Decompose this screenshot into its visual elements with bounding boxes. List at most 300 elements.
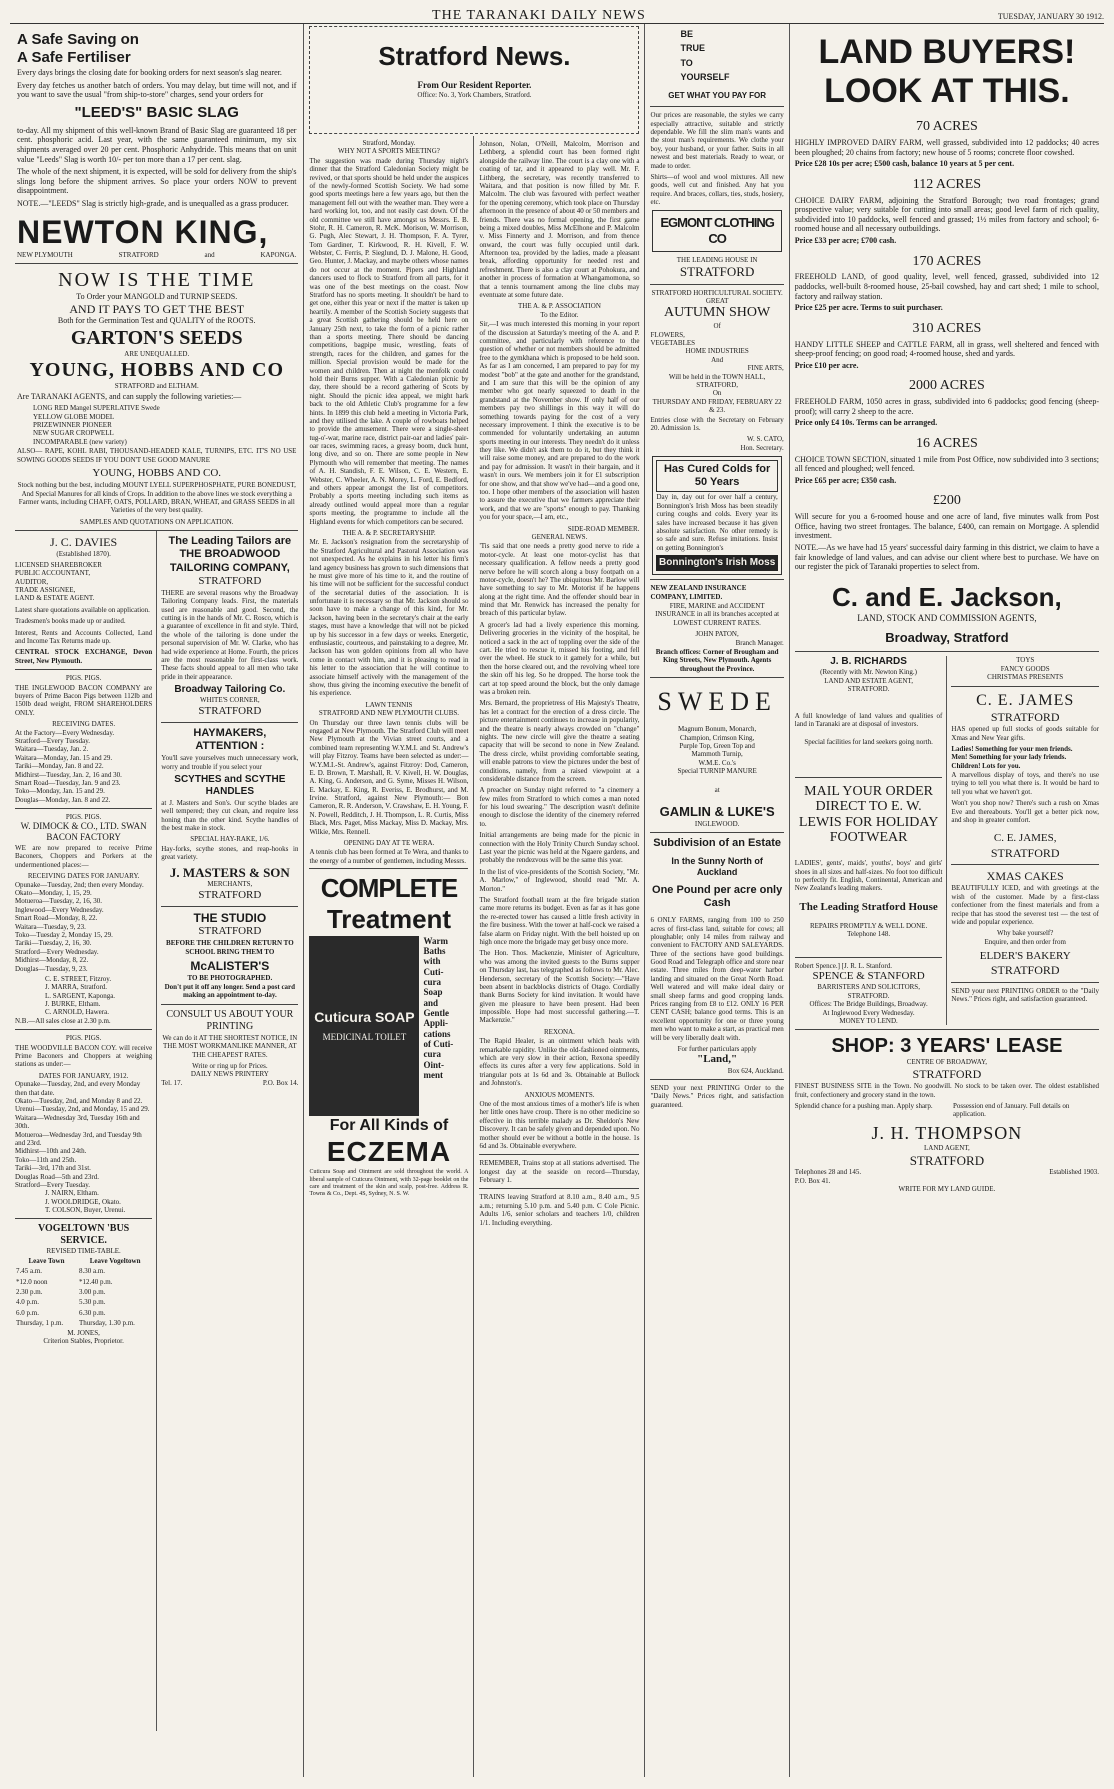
ad-company: YOUNG, HOBBS AND CO. [92, 467, 222, 479]
ad-text: On [712, 389, 722, 398]
ad-company: W. DIMOCK & CO., LTD. SWAN BACON FACTORY [20, 821, 147, 843]
swede-list [650, 725, 783, 775]
article-text: Mr. E. Jackson's resignation from the secretaryship of the Stratford Agricultural and Pastoral Association was not unexpected. As he explains in his letter his firm's land agency business has grown to such dimensions that he must give more of his time to it, and the routine of his time will not be sufficient for the successful conduct of the secretarial duties of the association. It is unfortunate it is necessary so that Mr. Jackson should so soon have to make a change of this kind, for Mr. Jackson, having been in the secretary's chair at the early stages, must have a knowledge that will not be picked up by his successor in a few days or weeks. Energetic, enthusiastic, courteous, and painstaking to a degree, Mr. Jackson has won golden opinions from all who have come in contact with him, and it is pleasing to read in his letter to the association that he will continue to associate himself actively with the management of the show, thus giving the incoming executive the benefit of his experience. [309, 538, 469, 698]
soap-box-illustration [309, 936, 419, 1116]
thompson-contact [795, 1168, 1099, 1176]
list-item: Special TURNIP MANURE [677, 767, 757, 776]
ad-company: The Leading Stratford House [799, 900, 938, 913]
ad-text: Branch Manager. [735, 638, 784, 647]
list-item: Opunake—Tuesday, 2nd, and every Monday then that date. [15, 1080, 141, 1097]
ad-text: NOTE.—"LEEDS" Slag is strictly high-grade, and is unequalled as a grass producer. [17, 198, 289, 208]
stratford-news-body [304, 136, 644, 1777]
ad-headline: GET WHAT YOU PAY FOR [668, 90, 767, 100]
ad-text: Cuti- [423, 966, 444, 977]
table-row [15, 1287, 152, 1297]
table-header: Leave Vogeltown [89, 1256, 141, 1265]
ad-text: FINEST BUSINESS SITE in the Town. No goodwill. No stock to be taken over. The oldest established fruit, confectionery and grocery stand in the town. [794, 1082, 1099, 1099]
ad-text: ARE UNEQUALLED. [124, 349, 190, 358]
ad-text: Telephone 148. [847, 930, 891, 939]
section-heading: PIGS. PIGS. [65, 674, 102, 683]
listing-price: Price £65 per acre; £350 cash. [794, 475, 897, 485]
ad-text: at J. Masters and Son's. Our scythe blades are well tempered; they cut clean, and require less honing than the other kind. Scythe handles of the best make in stock. [161, 798, 299, 833]
list-item: PRIZEWINNER PIONEER [33, 421, 112, 430]
ad-company: J. B. RICHARDS [830, 656, 907, 668]
ad-text: Broadway, Stratford [885, 629, 1009, 645]
bonnington-ad [652, 456, 781, 575]
place: STRATFORD [118, 250, 159, 259]
article-heading: THE A. & P. ASSOCIATION [518, 302, 601, 311]
ad-text: SAMPLES AND QUOTATIONS ON APPLICATION. [79, 517, 234, 526]
ad-text: THURSDAY AND FRIDAY, FEBRUARY 22 & 23. [652, 397, 782, 415]
ad-text: LAND AGENT, [924, 1144, 970, 1153]
ad-company: Broadway Tailoring Co. [174, 684, 286, 696]
listing-heading: 16 ACRES [915, 435, 978, 451]
ad-headline [650, 27, 783, 85]
dateline: Stratford, Monday. [362, 139, 416, 147]
article-text: 'Tis said that one needs a pretty good nerve to ride a motor-cycle. At least one motor-cyclist has that necessary qualification. A fellow needs a pretty good nerve before he will scorch along a busy footpath on a motor-cycle, doesn't he? The ubiquitous Mr. Barlow will have something to say to Mr. Motorist if he happens along at the right time. And the offender should bear in mind that Mr. Renwick has increased the penalty for breach of this particular bylaw. [479, 542, 640, 618]
ad-text: of Cuti- [423, 1039, 454, 1050]
ad-text: Of [713, 322, 721, 331]
section-heading: PIGS. PIGS. [65, 1034, 102, 1043]
ad-text: STRATFORD. [847, 685, 890, 694]
list-item: Douglas—Monday, Jan. 8 and 22. [15, 795, 111, 804]
place: and [204, 250, 215, 259]
article-heading: THE A. & P. SECRETARYSHIP. [342, 528, 436, 537]
table-cell: 2.30 p.m. [16, 1288, 43, 1297]
egmont-box [652, 210, 781, 251]
ad-text: STRATFORD and ELTHAM. [114, 382, 199, 391]
article-text: The Stratford football team at the fire brigade station came more returns its budget. Even as far as it has gone the re-erected tower has caused a little fresh activity in the fire business. With the tower at half-cock we raised a false alarm on Friday night. With the bell hoisted up on high once more the brigade may get busy once more. [479, 895, 640, 946]
list-item: J. WOOLDRIDGE, Okato. [45, 1197, 121, 1206]
ad-text: STRATFORD [909, 1152, 985, 1168]
issue-date: TUESDAY, JANUARY 30 1912. [997, 12, 1104, 21]
table-row [15, 1318, 152, 1328]
section-heading: PIGS. PIGS. [65, 813, 102, 822]
section-heading: RECEIVING DATES FOR JANUARY. [27, 872, 140, 881]
listing-price: Price £25 per acre. Terms to suit purchaser. [794, 303, 943, 313]
table-cell: *12.0 noon [16, 1277, 48, 1286]
ad-company: EGMONT CLOTHING CO [660, 215, 774, 247]
ad-text: Established 1903. [1049, 1168, 1099, 1177]
ad-text: STRATFORD [198, 888, 262, 901]
list-item: J. NAIRN, Eltham. [45, 1189, 99, 1198]
ad-text: REPAIRS PROMPTLY & WELL DONE. [809, 922, 928, 931]
list-item: Tariki—3rd, 17th and 31st. [15, 1164, 91, 1173]
list-item: PUBLIC ACCOUNTANT, [15, 569, 91, 578]
ad-headline: COMPLETE [320, 873, 458, 904]
column-4-lower [795, 656, 1099, 1025]
ad-headline: SWEDE [657, 687, 777, 717]
signature: SIDE-ROAD MEMBER. [567, 524, 640, 533]
ad-headline: NOW IS THE TIME [58, 269, 256, 292]
ad-text: LAND AND ESTATE AGENT, [824, 676, 913, 685]
listing-heading: 170 ACRES [912, 253, 982, 269]
list-item: LONG RED Mangel SUPERLATIVE Swede [33, 404, 160, 413]
ad-text: Both for the Germination Test and QUALITY of the ROOTS. [57, 316, 256, 326]
ad-text: Enquire, and then order from [984, 937, 1066, 946]
ad-text: THE WOODVILLE BACON COY. will receive Prime Baconers and Choppers at weighing stations as under:— [15, 1043, 153, 1069]
ad-text: STRATFORD [990, 709, 1060, 724]
ad-headline: Subdivision of an Estate [653, 836, 781, 849]
ad-text: Write or ring up for Prices. [192, 1061, 268, 1070]
table-row [15, 1297, 152, 1307]
ad-text: A marvellous display of toys, and there's no use trying to tell you what there is. It would be hard to tell you what we haven't got. [951, 771, 1099, 796]
column-4b [947, 656, 1099, 1025]
ad-text: BARRISTERS AND SOLICITORS, [817, 983, 920, 992]
ad-text: WRITE FOR MY LAND GUIDE. [898, 1185, 996, 1194]
ad-text: BE [680, 29, 693, 39]
ad-text: INGLEWOOD. [694, 819, 740, 828]
ad-text: CHRISTMAS PRESENTS [987, 673, 1064, 682]
list-item: Toko—11th and 25th. [15, 1155, 77, 1164]
ad-text: Baths [423, 945, 446, 956]
columns [10, 24, 1104, 1777]
column-1a [15, 531, 157, 1731]
ad-headline: XMAS CAKES [986, 869, 1064, 883]
list-item: L. SARGENT, Kaponga. [45, 991, 116, 1000]
ad-text: Every days brings the closing date for booking orders for next season's slag nearer. [17, 68, 282, 77]
article-heading: WHY NOT A SPORTS MEETING? [338, 147, 440, 156]
wd-agents [15, 975, 152, 1017]
list-item: FINE ARTS, [747, 364, 784, 373]
ad-text: Criterion Stables, Proprietor. [43, 1336, 124, 1345]
ad-headline: HAYMAKERS, ATTENTION : [193, 726, 267, 752]
list-item: AUDITOR, [15, 577, 49, 586]
shop-details [795, 1102, 1099, 1119]
listing-price: Price only £4 10s. Terms can be arranged. [794, 418, 938, 428]
stratford-news-banner [309, 26, 639, 134]
article-text: One of the most anxious times of a mother's life is when her little ones have croup. There is no other medicine so effective in this terrible malady as Dr. Sheldon's New Discovery. It can be safely given and depended upon. No mother should ever be without a bottle in the house. 1s 6d and 3s. Obtainable everywhere. [479, 1099, 640, 1150]
ad-cuticura [309, 868, 468, 1198]
table-row [15, 1308, 152, 1318]
ad-headline: ECZEMA [326, 1135, 452, 1167]
ad-text: Latest share quotations available on application. [15, 605, 150, 614]
ad-headline: LAND BUYERS! LOOK AT THIS. [818, 33, 1076, 111]
listing-note: NOTE.—As we have had 15 years' successful dairy farming in this district, we claim to have a fair knowledge of land values, and can advise our client where best to purchase. We have on our register the pick of Taranaki properties to select from. [794, 543, 1099, 572]
ad-text: STRATFORD [198, 574, 262, 587]
ad-text: THERE are several reasons why the Broadway Tailoring Company leads. First, the materials used are reasonable and good. Second, the cutting is in the hands of Mr. C. Rosco, which is a guarantee of excellence in fit and style. Third, the whole of the tailoring is done under the personal supervision of Mr. W. Clarke, who has had wide experience at Home. Fourth, the prices are the most reasonable for first-class work. These facts should appeal to all men who take pride in their appearance. [161, 588, 299, 681]
list-item: W.M.E. Co.'s [698, 758, 736, 767]
ad-text: STRATFORD [198, 925, 262, 938]
list-item: FLOWERS, [650, 330, 685, 339]
ad-text: Warm [423, 935, 448, 946]
section-subtitle: Office: No. 3, York Chambers, Stratford. [417, 90, 532, 99]
article-text: Johnson, Nolan, O'Neill, Malcolm, Morrison and Lethberg, a splendid court has been formed right alongside the railway line. The court is a clay one with a coating of tar, and it appeared to play well. Mr. F. Lithberg, the secretary, was recently transferred to Waitara, and that position is now filled by Mr. F. Malcolm. The club was favoured with perfect weather for the opening ceremony, which took place on Thursday afternoon in the presence of about 40 or 50 members and friends. There was no formal opening, the first game being a mixed doubles, Miss McElhone and P. Malcolm v. Miss Finnerty and J. Morrison, and from thence onward, the court was fully occupied until dark. Afternoon tea, provided by the ladies, made a pleasant break, affording opportunity for needed rest and refreshment. There is also a clay court at Pohokura, and another in process of formation at Whangamomona, so that a tennis tournament among the line clubs may eventuate at some future date. [479, 140, 640, 300]
ad-text: M. JONES, [67, 1328, 100, 1337]
list-item: LICENSED SHAREBROKER [15, 560, 102, 569]
listing-heading: 70 ACRES [915, 119, 978, 135]
list-item: Smart Road—Monday, 8, 22. [15, 914, 98, 923]
ad-company: NEWTON KING, [17, 213, 269, 250]
article-text: A grocer's lad had a lively experience this morning. Delivering groceries in the vicinity of the hospital, he noticed a sack in the act of toppling over the side of the cart. He tried to rescue it, missed his footing, and fell over the wheel. He stuck to it gamely for a while, but then the horse cleared out, and the revolving wheel tore the skin off his leg. So he dropped. The horse took the cart at top speed around the block, but the only damage was a broken rein. [479, 620, 640, 696]
article-text: Mrs. Bernard, the proprietress of His Majesty's Theatre, has let a contract for the erection of a dress circle. The picture entertainment continues to increase in popularity, and the theatre is nearly always crowded on "change" nights. The new circle will give the theatre a seating capacity that will be second to none in New Zealand. The dress circle, whilst providing comfortable seating, will enable patrons to view the pictures under the best of conditions, namely, from a raised viewpoint at a considerable distance from the screen. [479, 699, 640, 783]
ad-text: Hay-forks, scythe stones, and reap-hooks in great variety. [161, 844, 299, 862]
ad-headline: AUTUMN SHOW [664, 305, 771, 321]
ad-headline: The Leading Tailors are THE BROADWOOD TAILORING COMPANY, [168, 535, 292, 574]
list-item: Toko—Tuesday 2, Monday 15, 29. [15, 930, 113, 939]
ad-company: J. C. DAVIES [50, 535, 118, 550]
ad-text: THE INGLEWOOD BACON COMPANY are buyers of Prime Bacon Pigs between 112lb and 150lb dead weight, FROM SHAREHOLDERS ONLY. [15, 683, 153, 717]
ad-headline: SHOP: 3 YEARS' LEASE [831, 1035, 1063, 1058]
soap-label: Cuticura SOAP [314, 1008, 415, 1025]
ad-text: TO [680, 57, 693, 68]
ad-text: YOURSELF [680, 72, 730, 83]
ad-headline: CONSULT US ABOUT YOUR PRINTING [166, 1008, 294, 1032]
ad-text: W. S. CATO, [747, 435, 784, 444]
ad-text: LAND, STOCK AND COMMISSION AGENTS, [857, 612, 1037, 623]
table-cell: 7.45 a.m. [16, 1267, 43, 1276]
article-text: The Rapid Healer, is an ointment which heals with remarkable rapidity. Unlike the old-fashioned ointments, which are very slow in their action, Rexona speedily effects its cures after a very few applications. Sold in triangular pots at 1s 6d and 3s. Obtainable at Bullock and Johnston's. [479, 1037, 640, 1088]
ad-text: P.O. Box 41. [794, 1176, 831, 1185]
ad-text: Oint- [423, 1059, 444, 1070]
list-item: And [711, 355, 724, 364]
column-4a [795, 656, 948, 1025]
ad-text: Offices: The Bridge Buildings, Broadway. [809, 1000, 928, 1009]
ad-text: and [423, 997, 438, 1008]
list-item: Tariki—Tuesday, 2, 16, 30. [15, 939, 92, 948]
list-item: Motueroa—Tuesday, 2, 16, 30. [15, 897, 102, 906]
list-item: Waitara—Tuesday, 9, 23. [15, 922, 86, 931]
ad-basic-slag [15, 27, 298, 264]
list-item: Inglewood—Every Wednesday. [15, 905, 104, 914]
ad-text: GREAT [705, 297, 729, 306]
ad-text: Telephones 28 and 145. [794, 1168, 862, 1177]
listing-heading: 310 ACRES [912, 320, 982, 336]
ad-text: MONEY TO LEND. [839, 1016, 898, 1025]
ad-text: For further particulars apply [677, 1045, 757, 1053]
ad-text: cura [423, 976, 441, 987]
ad-text: MERCHANTS, [207, 880, 253, 889]
ad-side-text [423, 936, 453, 1116]
ad-headline: Has Cured Colds for 50 Years [656, 460, 777, 492]
ad-text: Cuticura Soap and Ointment are sold throughout the world. A liberal sample of Cuticura Ointment, with 32-page booklet on the care and treatment of the skin and scalp, post-free. Address R. Towns & Co., Dept. 4S, Sydney, N. S. W. [309, 1169, 469, 1197]
list-item: Douglas Road—5th and 23rd. [15, 1172, 99, 1181]
list-item: Stratford—Every Tuesday. [15, 736, 90, 745]
masthead [10, 4, 1104, 24]
ad-headline: In the Sunny North of Auckland [671, 856, 763, 877]
list-item: Midhirst—Tuesday, Jan. 2, 16 and 30. [15, 770, 122, 779]
ad-product: Bonnington's Irish Moss [656, 555, 777, 571]
ad-text: Appli- [423, 1018, 448, 1029]
show-list [650, 331, 783, 373]
listing-text: CHOICE DAIRY FARM, adjoining the Stratford Borough; two road frontages; grand prospective value; very suitable for cutting into small areas; good level farm of rich quality, subdivided into 10 paddocks, well fenced and grassed; 1½ miles from factory and school; 6-roomed house and all necessary outbuildings. [794, 195, 1099, 234]
listing-heading: 112 ACRES [912, 176, 982, 192]
listing-text: FREEHOLD FARM, 1050 acres in grass, subdivided into 6 paddocks; good fencing (sheep-proof); will carry 2 sheep to the acre. [794, 397, 1099, 416]
table-cell: 6.30 p.m. [79, 1308, 106, 1317]
section-heading: DATES FOR JANUARY, 1912. [38, 1071, 129, 1080]
ad-text: We can do it AT THE SHORTEST NOTICE, IN THE MOST WORKMANLIKE MANNER, AT THE CHEAPEST RATES. [162, 1033, 298, 1059]
table-cell: 6.0 p.m. [16, 1308, 39, 1317]
column-2 [304, 24, 645, 1777]
ad-text: Day in, day out for over half a century, Bonnington's Irish Moss has been steadily curing coughs and colds. Every year its sales have increased because it has given absolute satisfaction. No other remedy is so safe and sure. Refuse imitations. Insist on getting Bonnington's [656, 493, 778, 552]
list-item: Midhirst—Monday, 8, 22. [15, 956, 89, 965]
article-text: A preacher on Sunday night referred to "a cinemery a few miles from Stratford to which comes a man noted for his loud swearing." The description wasn't definite enough to disclose the identity of the cinemery referred to. [479, 786, 640, 828]
ad-gartons-seeds [15, 264, 298, 531]
ad-product: GARTON'S SEEDS [70, 326, 243, 349]
ad-text: WHITE'S CORNER, [200, 696, 260, 705]
list-item: Champion, Crimson King, [679, 733, 755, 742]
ad-text: TO BE PHOTOGRAPHED. [187, 973, 273, 982]
ad-text: to-day. All my shipment of this well-known Brand of Basic Slag are guaranteed 18 per cent. phosphoric acid. Last year, with the same guaranteed minimum, my six shipments averaged over 20 per cent. Phosphoric Anhydride. This means that on unit value "Leeds" Slag is worth 10/- per ton more than a 17 per cent. slag. [17, 125, 297, 164]
ad-text: Robert Spence.] [J. R. L. Stanford. [794, 961, 893, 970]
ad-contact [161, 1079, 298, 1087]
column-4 [790, 24, 1104, 1777]
ad-text: Entries close with the Secretary on February 20. Admission 1s. [650, 415, 784, 432]
table-cell: Thursday, 1 p.m. [16, 1319, 64, 1328]
ad-company: STRATFORD HORTICULTURAL SOCIETY. [651, 288, 783, 297]
listing-text: Will secure for you a 6-roomed house and one acre of land, five minutes walk from Post Office, having two street frontages. The balance, £400, can remain on Mortgage. A splendid investment. [794, 512, 1099, 541]
ad-headline: VOGELTOWN 'BUS SERVICE. [38, 1223, 130, 1247]
article-heading: LAWN TENNIS [365, 700, 413, 709]
article-heading: REXONA. [544, 1027, 575, 1036]
ad-text: SEND your next PRINTING ORDER to the "Daily News." Prices right, and satisfaction guaranteed. [951, 986, 1099, 1004]
ad-text: with [423, 956, 441, 967]
variety-list [17, 404, 296, 446]
list-item: Waitara—Monday, Jan. 15 and 29. [15, 753, 113, 762]
ad-text: TOYS [1016, 656, 1035, 665]
ad-headline: MAIL YOUR ORDER DIRECT TO E. W. LEWIS FOR HOLIDAY FOOTWEAR [798, 783, 939, 845]
ad-text: FIRE, MARINE and ACCIDENT INSURANCE in all its branches accepted at LOWEST CURRENT RATES. [655, 601, 780, 627]
ad-text: N.B.—All sales close at 2.30 p.m. [15, 1016, 111, 1025]
ad-text: cations [423, 1028, 451, 1039]
ad-company: J. H. THOMPSON [871, 1122, 1023, 1143]
article-text: A tennis club has been formed at Te Wera, and thanks to the energy of a number of gentlemen, including Messrs. [309, 848, 469, 865]
ad-company: C. E. JAMES [976, 691, 1075, 709]
listing-heading: £200 [932, 493, 961, 509]
listing-text: HIGHLY IMPROVED DAIRY FARM, well grassed, subdivided into 12 paddocks; 40 acres been ploughed; 20 chains from factory; new house of 5 rooms; concrete floor cowshed. [794, 137, 1099, 157]
ad-product: "LEED'S" BASIC SLAG [74, 103, 239, 121]
ad-text: Our prices are reasonable, the styles we carry especially attractive, suitable and strictly dependable. We fill the slim man's wants and the stout man's requirements. We clothe your boy, your husband, or your father. Suits in all newest and best materials. Ready to wear, or made to order. [650, 111, 784, 170]
ad-text: STRATFORD. [847, 991, 890, 1000]
ad-text: Stock nothing but the best, including MOUNT LYELL SUPERPHOSPHATE, PURE BONEDUST, And Special Manures for all kinds of Crops. In addition to the above lines we stock everything a Farmer wants, including CHAFF, OATS, POLLARD, BRAN, WHEAT, and GRASS SEEDS in all Varieties of the very best quality. [17, 481, 296, 515]
gift-lines [951, 745, 1099, 770]
ad-text: JOHN PATON, [695, 630, 739, 639]
list-item: Okato—Tuesday, 2nd, and Monday 8 and 22. [15, 1097, 143, 1105]
ad-company: SPENCE & STANFORD [812, 970, 925, 983]
article-text: The suggestion was made during Thursday night's dinner that the Stratford Caledonian Society might be revived, or that sports should be held under the auspices of the newly-formed Scottish Society. We had some good sports meetings here a few years ago, but then the management fell out with the weather man. They were a hard working lot, too, and not easily cast down. Of the old committee we still have amongst us Messrs. E. B. Stohr, R. H. Cameron, R. McK. Morison, W. Morrison, G. Pugh, Alec Stewart, J. H. Thompson, F. A. Tyrer, Tom Gardiner, T. Kirkwood, R. H. Kivell, F. W. Webster, C. Ferris, P. Sieglund, D. J. Malone, H. Good, Geo. Hunter, J. Mackay, and maybe others whose names do not occur at the moment. Pipers and Highland dancers used to flock to Stratford from all parts, for it was one of the best meetings on the coast. Now Stratford has no sports meeting. It shouldn't be hard to get one, either this year or next if the matter is taken up heartily. A member of the Scottish Society suggests that a great Scottish gathering should be held here on January 25th next, to take the form of a picnic rather than a sports meeting. There should be dancing competitions, bagpipe music, wrestling, feats of strength, races for the children, and games for the million. Special provision would be made for the women and children. Then at night the menfolk could hold their Burns supper. With a Caledonian picnic by day, there should be a record gathering of Scots by night. Should the picnic idea appeal, we might hark back to the old Athletic Club's programme for a few hints. In 1899 this club held a meeting in Victoria Park, and they utilised the lake. A couple of rowboats helped to provide the amusement. There were a single-sheet tug-o'-war, marine race, district pair-oar and ladies' pair-oar races, swimming races, a greasy boom, duck hunt, long dive, and so on. There are some people in New Plymouth who will remember that meeting. The names of A. H. Standish, F. E. Wilson, C. E. Western, E. Webster, C. Wheeler, A. N. Morey, L. Ford, E. Bedford, and others appear amongst the list of competitors. Probably a sports meeting including such items as already outlined would appeal more than a regular sports meeting, the programme to include all the Highland events for which competitors can be secured. [309, 156, 469, 526]
list-item: Toko—Monday, Jan. 15 and 29. [15, 787, 105, 796]
list-item: Motueroa—Wednesday 3rd, and Tuesday 9th and 23rd. [15, 1130, 142, 1147]
ad-text: Why bake yourself? [997, 929, 1054, 938]
ad-text: LADIES', gents', maids', youths', boys' and girls' shoes in all sizes and half-sizes. No foot too difficult to perfectly fit. English, Continental, American and New Zealand's leading makers. [794, 859, 943, 893]
list-item: At the Factory—Every Wednesday. [15, 728, 115, 737]
table-cell: 3.00 p.m. [79, 1288, 106, 1297]
list-item: T. COLSON, Buyer, Urenui. [45, 1206, 126, 1215]
ad-text: ment [423, 1070, 443, 1081]
jcd-services [15, 561, 152, 603]
list-item: J. MARRA, Stratford. [45, 983, 108, 992]
list-item: Children! Lots for you. [951, 761, 1021, 770]
table-cell: Thursday, 1.30 p.m. [79, 1319, 135, 1328]
ad-text: (Recently with Mr. Newton King.) [820, 668, 917, 677]
ad-body [309, 936, 468, 1116]
ad-text: BEFORE THE CHILDREN RETURN TO SCHOOL BRING THEM TO [166, 939, 294, 956]
ad-text: SEND your next PRINTING Order to the "Daily News." Prices right, and satisfaction guaranteed. [650, 1083, 784, 1109]
ad-text: Interest, Rents and Accounts Collected, Land and Income Tax Returns made up. [15, 628, 153, 646]
list-item: C. E. STREET, Fitzroy. [45, 974, 112, 983]
ad-text: CENTRAL STOCK EXCHANGE, Devon Street, New Plymouth. [15, 648, 153, 665]
ad-text: HAS opened up full stocks of goods suitable for Xmas and New Year gifts. [951, 725, 1099, 742]
article-heading: OPENING DAY AT TE WERA. [343, 839, 435, 848]
article-subheading: To the Editor. [540, 310, 579, 319]
column-1-lower [15, 531, 298, 1731]
news-column-a [304, 136, 474, 1777]
list-item: C. ARNOLD, Hawera. [45, 1008, 109, 1017]
listing-heading: 2000 ACRES [908, 378, 985, 394]
ad-text: To Order your MANGOLD and TURNIP SEEDS. [76, 292, 238, 302]
article-text: TRAINS leaving Stratford at 8.10 a.m., 8.40 a.m., 9.5 a.m.; returning 5.10 p.m. and 5.40 p.m. C Cole Picnic. Adults 1/6, senior scholars and teachers 1/0, children 1/1. Including everything. [479, 1193, 640, 1227]
place: NEW PLYMOUTH [17, 250, 73, 259]
ad-headline: Treatment [326, 904, 452, 935]
ad-text: WE are now prepared to receive Prime Baconers, Choppers and Porkers at the undermentioned places:— [15, 844, 153, 869]
table-cell: *12.40 p.m. [79, 1277, 113, 1286]
ad-company: C. and E. Jackson, [832, 581, 1062, 612]
ad-headline: For All Kinds of [329, 1116, 449, 1134]
list-item: Tariki—Monday, Jan. 8 and 22. [15, 762, 104, 771]
ad-text: cura [423, 1049, 441, 1060]
list-item: Smart Road—Tuesday, Jan. 9 and 23. [15, 778, 121, 787]
table-row [15, 1277, 152, 1287]
list-item: VEGETABLES [650, 338, 696, 347]
list-item: Douglas—Tuesday, 9, 23. [15, 964, 88, 973]
list-item: YELLOW GLOBE MODEL [33, 412, 115, 421]
ad-headline: AND IT PAYS TO GET THE BEST [69, 301, 245, 316]
list-item: J. BURKE, Eltham. [45, 1000, 101, 1009]
list-item: Opunake—Tuesday, 2nd; then every Monday. [15, 880, 144, 889]
section-subtitle: From Our Resident Reporter. [417, 80, 532, 91]
section-title: Stratford News. [378, 41, 571, 71]
column-1b [157, 531, 298, 1731]
table-cell: 5.30 p.m. [79, 1298, 106, 1307]
list-item: Ladies! Something for your men friends. [951, 744, 1073, 753]
listing-price: Price £33 per acre; £700 cash. [794, 235, 897, 245]
ad-text: STRATFORD [990, 963, 1060, 978]
ad-text: STRATFORD [990, 845, 1060, 860]
ad-text: Are TARANAKI AGENTS, and can supply the following varieties:— [17, 391, 242, 401]
ad-text: Shirts—of wool and wool mixtures. All new goods, well cut and finished. Any hat you require. And braces, collars, ties, studs, hosiery, etc. [650, 172, 784, 207]
timetable [15, 1256, 152, 1329]
ad-headline: THE STUDIO [193, 910, 267, 925]
ad-text: 6 ONLY FARMS, ranging from 100 to 250 acres of first-class land, suitable for cows; all ploughable; only 14 miles from railway and convenient to FACTORY AND SALEYARDS. Three of the sections have good buildings. Good Road and Telegraph office and store near estate. Three miles from deep-water harbor landing and situated on the Great North Road. Well watered and will make ideal dairy or small sheep farms and good cropping lands. Prices ranging from £8 to £12. ONLY 16 PER CENT CASH; balance good terms. This is an excellent opportunity for one or three young men who want to make a start, as practical men will be very liberally dealt with. [650, 916, 784, 1042]
place: KAPONGA. [260, 250, 297, 259]
ad-company: YOUNG, HOBBS AND CO [29, 359, 285, 382]
article-text: On Thursday our three lawn tennis clubs will be engaged at New Plymouth. The Stratford Club will meet New Plymouth at the Vivian street courts, and a combined team representing W.Y.M.I. and St. Andrew's will play Fitzroy. Teams have been selected as under:— W.Y.M.I.-St. Andrew's, against Fitzroy: Dod, Cameron, E. D. Brown, T. Marshall, R. V. Kivell, H. W. Douglas, A. King, G. Anderson, and G. Syme, Misses H. Wilson, E. Mackay, E. King, R. Everiss, E. Brodhurst, and M. Irvine. Stratford, against New Plymouth:— Bon Cameron, R. R. Anderson, V. Crawshaw, E. H. Young, F. N. Powell, Redditch, J. H. Thompson, L. R. Curtis, Miss Black, Mrs. Paget, Miss Mackay, Miss D. Mackay, Mrs. Wilkie, Mrs. Rennell. [309, 718, 469, 836]
list-item: Waitara—Wednesday 3rd, Tuesday 16th and 30th. [15, 1113, 140, 1131]
table-cell: 4.0 p.m. [16, 1298, 39, 1307]
ad-product: SCYTHES and SCYTHE HANDLES [174, 773, 286, 797]
ad-text: Branch offices: Corner of Brougham and King Streets, New Plymouth. Agents throughout the Province. [655, 647, 779, 673]
list-item: NEW SUGAR CROPWELL [33, 429, 114, 438]
ad-text: (Established 1870). [56, 549, 111, 558]
ad-text: Every day fetches us another batch of orders. You may delay, but time will not, and if you want to save the usual "from ship-to-store" charges, send your orders for [17, 80, 297, 100]
list-item: Urenui—Tuesday, 2nd, and Monday, 15 and 29. [15, 1105, 150, 1114]
article-text: Initial arrangements are being made for the picnic in connection with the Holy Trinity Church Sunday school. Last year the picnic was held at the Ngaere gardens, and probably the rendezvous will be the same this year. [479, 831, 640, 865]
ad-text: Don't put it off any longer. Send a post card making an appointment to-day. [164, 982, 296, 1000]
article-subheading: STRATFORD AND NEW PLYMOUTH CLUBS. [318, 709, 460, 718]
list-item: INCOMPARABLE (new variety) [33, 437, 127, 446]
table-cell: 8.30 a.m. [79, 1267, 106, 1276]
ad-text: STRATFORD [679, 264, 755, 280]
article-text: In the list of vice-presidents of the Scottish Society, "Mr. A. Marlow," of Inglewood, should read "Mr. A. Morton." [479, 867, 640, 893]
ad-text: STRATFORD [198, 704, 262, 717]
ad-text: STRATFORD [912, 1066, 982, 1081]
column-1 [10, 24, 304, 1777]
newspaper-title: THE TARANAKI DAILY NEWS [432, 8, 646, 23]
ad-text: FANCY GOODS [1000, 664, 1050, 673]
list-item: Waitara—Tuesday, Jan. 2. [15, 745, 89, 754]
ad-text: Tel. 17. [161, 1078, 183, 1087]
news-column-b [474, 136, 644, 1777]
